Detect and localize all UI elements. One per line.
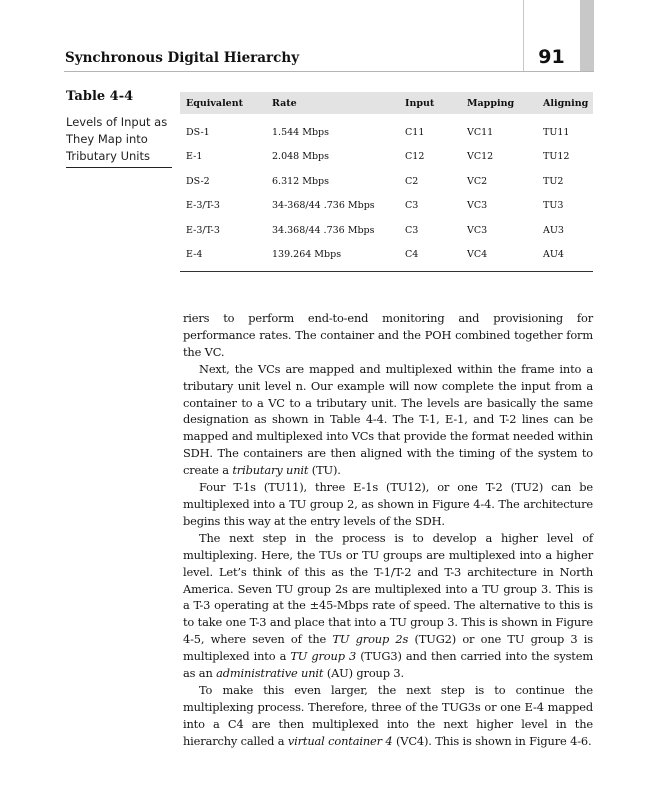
cell-aligning: TU11: [543, 126, 570, 138]
table-row: [180, 169, 593, 194]
table-row: [180, 145, 593, 170]
cell-mapping: VC2: [467, 175, 488, 187]
cell-equivalent: E-1: [186, 151, 203, 163]
cell-aligning: AU3: [543, 224, 564, 236]
paragraph-text: (AU) group 3.: [323, 666, 404, 681]
term-italic: tributary unit: [232, 463, 309, 478]
data-table: [180, 92, 593, 272]
column-header-aligning: Aligning: [543, 97, 589, 109]
cell-equivalent: DS-2: [186, 175, 210, 187]
cell-mapping: VC12: [467, 151, 494, 163]
column-header-input: Input: [405, 97, 435, 109]
term-italic: TU group 2s: [332, 632, 409, 647]
paragraph-text: The next step in the process is to develop a higher level of multiplexing. Here, the TUs or TU groups are multiplexed into a higher level. Let’s think of this as the T-1/T-2 and T-3 architecture in North America. Seven TU group 2s are multiplexed into a TU group 3. This is a T-3 operating at the ±45-Mbps rate of speed. The alternative to this is to take one T-3 and place that into a TU group 3. This is shown in Figure 4-5, where seven of the: [183, 530, 593, 647]
cell-input: C4: [399, 243, 461, 272]
cell-mapping: VC4: [461, 243, 537, 272]
paragraph-text: (TUG3) and then carried into the system as an: [183, 649, 593, 681]
table-row: [180, 218, 593, 243]
body-text: [183, 310, 593, 750]
paragraph-text: Next, the VCs are mapped and multiplexed within the frame into a tributary unit level n. Our example will now complete the input from a container to a VC to a tributary unit. The levels are basically the same designation as shown in Table 4-4. The T-1, E-1, and T-2 lines can be mapped and multiplexed into VCs that provide the format needed within SDH. The containers are then aligned with the timing of the system to create a: [183, 361, 593, 478]
cell-equivalent: E-3/T-3: [186, 224, 220, 236]
cell-input: C11: [405, 126, 425, 138]
paragraph: [183, 682, 593, 750]
cell-mapping: VC11: [467, 126, 494, 138]
cell-input: C3: [405, 224, 419, 236]
cell-aligning: TU3: [543, 200, 564, 212]
cell-rate: 6.312 Mbps: [272, 175, 329, 187]
paragraph-text: Four T-1s (TU11), three E-1s (TU12), or one T-2 (TU2) can be multiplexed into a TU group 2, as shown in Figure 4-4. The architecture begins this way at the entry levels of the SDH.: [183, 480, 593, 528]
paragraph-text: riers to perform end-to-end monitoring and provisioning for performance rates. The container and the POH combined together form the VC.: [183, 311, 593, 359]
paragraph-text: To make this even larger, the next step is to continue the multiplexing process. Therefore, three of the TUG3s or one E-4 mapped into a C4 are then multiplexed into the next higher level in the hierarchy called a: [183, 682, 593, 748]
paragraph-text: (TU).: [308, 463, 341, 478]
table-label: Table 4-4: [66, 89, 134, 104]
cell-aligning: AU4: [537, 243, 593, 272]
cell-rate: 2.048 Mbps: [272, 151, 329, 163]
cell-aligning: TU12: [543, 151, 570, 163]
table-caption: Levels of Input as They Map into Tributary Units: [66, 114, 172, 168]
header-rule: [64, 71, 594, 72]
cell-equivalent: E-4: [180, 243, 266, 272]
cell-input: C12: [405, 151, 425, 163]
paragraph: [183, 310, 593, 361]
cell-equivalent: DS-1: [186, 126, 210, 138]
paragraph-text: (VC4). This is shown in Figure 4-6.: [392, 733, 592, 748]
cell-rate: 1.544 Mbps: [272, 126, 329, 138]
term-italic: TU group 3: [290, 649, 357, 664]
paragraph: [183, 479, 593, 530]
term-italic: virtual container 4: [287, 733, 393, 748]
column-header-equivalent: Equivalent: [186, 97, 244, 109]
table-header-row: [180, 92, 593, 114]
page-number: 91: [538, 46, 565, 68]
cell-rate: 34.368/44 .736 Mbps: [272, 224, 375, 236]
paragraph: [183, 530, 593, 682]
running-title: Synchronous Digital Hierarchy: [65, 50, 300, 66]
table-row: [180, 194, 593, 219]
cell-equivalent: E-3/T-3: [186, 200, 220, 212]
paragraph-text: (TUG2) or one TU group 3 is multiplexed into a: [183, 632, 593, 664]
paragraph: [183, 361, 593, 479]
cell-rate: 139.264 Mbps: [266, 243, 399, 272]
term-italic: administrative unit: [216, 666, 324, 681]
page-edge-bar: [580, 0, 594, 72]
cell-aligning: TU2: [543, 175, 564, 187]
cell-input: C2: [405, 175, 419, 187]
cell-rate: 34-368/44 .736 Mbps: [272, 200, 375, 212]
cell-mapping: VC3: [467, 200, 488, 212]
column-header-rate: Rate: [272, 97, 297, 109]
cell-input: C3: [405, 200, 419, 212]
cell-mapping: VC3: [467, 224, 488, 236]
table-row: [180, 114, 593, 145]
table-row: [180, 243, 593, 272]
column-header-mapping: Mapping: [467, 97, 515, 109]
